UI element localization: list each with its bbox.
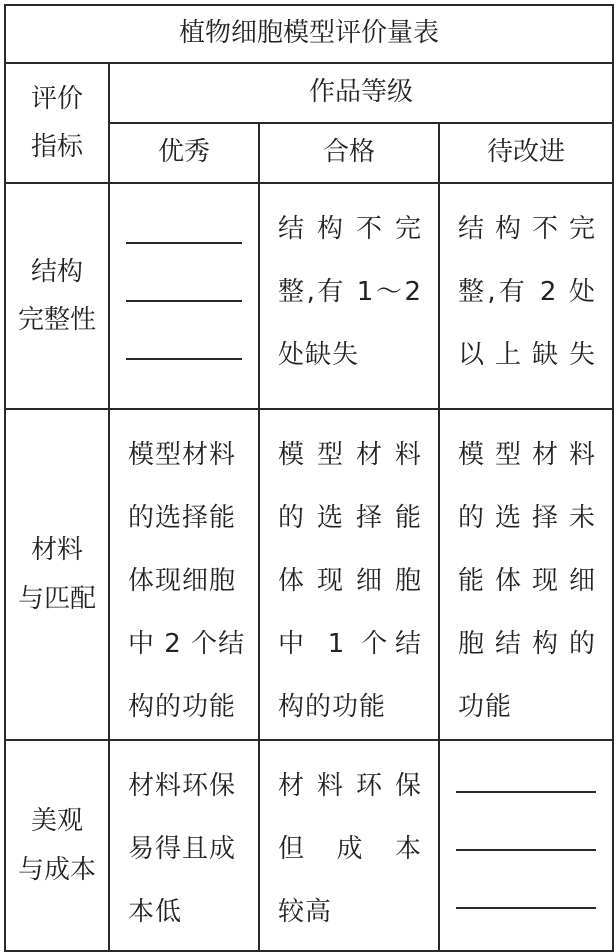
qualified-cell [259,409,439,740]
cell-line: 模型材料 [458,440,597,470]
indicator-cell [5,740,109,951]
blank-line [126,184,242,244]
cell-line: 整,有 2 处 [458,277,597,307]
cell-line: 模型材料 [278,440,422,470]
cell-line: 易得且成 [128,834,237,864]
level-qualified: 合格 [259,123,439,183]
blank-line [456,793,596,851]
cell-line: 能体现细 [458,566,597,596]
indicator-line: 材料 [30,535,83,566]
cell-line: 结构不完 [278,214,422,244]
table-row [5,740,613,951]
cell-line: 材料环保 [278,771,422,801]
blank-line [126,302,242,360]
indicator-line: 美观 [30,806,83,837]
cell-line: 本低 [128,897,183,927]
cell-line: 以上缺失 [458,340,597,370]
cell-line: 功能 [458,692,513,722]
qualified-cell [259,183,439,409]
improve-cell [439,409,613,740]
excellent-cell [109,740,259,951]
blank-line [456,741,596,793]
evaluation-table [4,4,614,952]
cell-line: 胞结构的 [458,629,597,659]
cell-line: 整,有 1～2 [278,277,422,307]
grade-header: 作品等级 [109,63,613,123]
cell-line: 材料环保 [128,771,237,801]
cell-line: 中 2 个结 [128,629,246,659]
cell-line: 结构不完 [458,214,597,244]
cell-line: 的选择未 [458,503,597,533]
level-improve: 待改进 [439,123,613,183]
table-row [5,183,613,409]
blank-cell [439,740,613,951]
indicator-line: 结构 [30,256,83,287]
cell-line: 构的功能 [128,692,237,722]
table-row [5,409,613,740]
cell-line: 的选择能 [128,503,237,533]
cell-line: 构的功能 [278,692,387,722]
blank-line [456,851,596,909]
blank-cell [109,183,259,409]
level-excellent: 优秀 [109,123,259,183]
excellent-cell [109,409,259,740]
indicator-header-cell [5,63,109,183]
indicator-line: 与成本 [17,854,96,885]
indicator-header-line: 指标 [30,132,83,162]
indicator-cell [5,409,109,740]
cell-line: 中 1 个结 [278,629,422,659]
cell-line: 体现细胞 [278,566,422,596]
cell-line: 的选择能 [278,503,422,533]
cell-line: 处缺失 [278,340,360,370]
table-title: 植物细胞模型评价量表 [5,5,613,63]
cell-line: 但成本 [278,834,422,864]
improve-cell [439,183,613,409]
cell-line: 模型材料 [128,440,237,470]
cell-line: 较高 [278,897,333,927]
indicator-cell [5,183,109,409]
cell-line: 体现细胞 [128,566,237,596]
indicator-header-line: 评价 [30,83,83,114]
indicator-line: 完整性 [17,305,96,335]
blank-line [126,244,242,302]
qualified-cell [259,740,439,951]
indicator-line: 与匹配 [17,583,96,614]
